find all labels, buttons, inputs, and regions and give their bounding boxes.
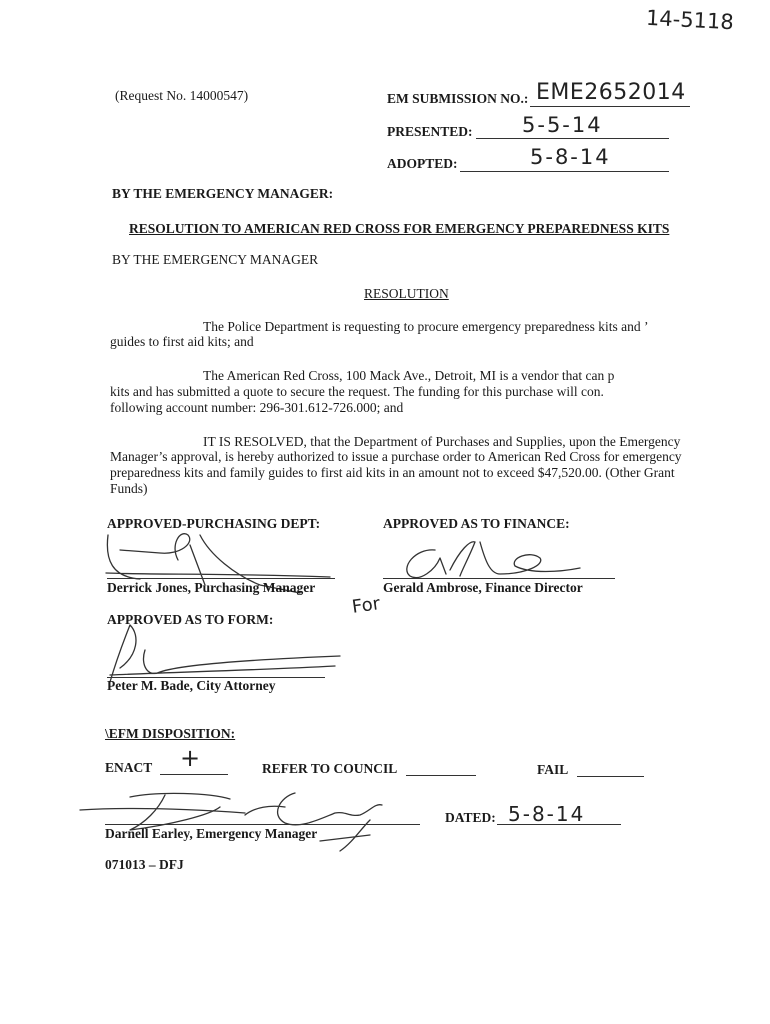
finance-signer: Gerald Ambrose, Finance Director [383, 580, 583, 595]
em-submission-line [530, 106, 690, 107]
adopted-label: ADOPTED: [387, 156, 458, 171]
finance-note: For [350, 593, 382, 618]
fail-label: FAIL [537, 762, 569, 777]
purchasing-signer: Derrick Jones, Purchasing Manager [107, 580, 316, 595]
presented-value: 5-5-14 [522, 113, 603, 137]
paragraph-2-line-1: The American Red Cross, 100 Mack Ave., Detroit, MI is a vendor that can p [203, 368, 615, 383]
by-em-heading: BY THE EMERGENCY MANAGER: [112, 186, 334, 201]
paragraph-2-line-2: kits and has submitted a quote to secure the request. The funding for this purchase will con. [110, 384, 604, 399]
form-heading: APPROVED AS TO FORM: [107, 612, 274, 627]
refer-label: REFER TO COUNCIL [262, 761, 398, 776]
paragraph-2-line-3: following account number: 296-301.612-726.000; and [110, 400, 404, 415]
purchasing-heading: APPROVED-PURCHASING DEPT: [107, 516, 321, 531]
disposition-heading: \EFM DISPOSITION: [105, 726, 236, 741]
enact-mark: + [180, 744, 201, 772]
dated-value: 5-8-14 [508, 802, 586, 826]
paragraph-3-line-1: IT IS RESOLVED, that the Department of Purchases and Supplies, upon the Emergency [203, 434, 681, 449]
presented-label: PRESENTED: [387, 124, 473, 139]
finance-sign-line [383, 578, 615, 579]
adopted-value: 5-8-14 [530, 145, 611, 169]
paragraph-1-line-2: guides to first aid kits; and [110, 334, 254, 349]
em-signer: Darnell Earley, Emergency Manager [105, 826, 318, 841]
resolution-title: RESOLUTION TO AMERICAN RED CROSS FOR EMERGENCY PREPAREDNESS KITS [129, 221, 670, 236]
request-number: (Request No. 14000547) [115, 88, 249, 103]
em-submission-value: EME2652014 [536, 80, 686, 105]
resolution-heading: RESOLUTION [364, 286, 449, 301]
enact-label: ENACT [105, 760, 153, 775]
form-signer: Peter M. Bade, City Attorney [107, 678, 276, 693]
enact-line [160, 774, 228, 775]
footer-code: 071013 – DFJ [105, 857, 184, 872]
finance-heading: APPROVED AS TO FINANCE: [383, 516, 570, 531]
dated-label: DATED: [445, 810, 496, 825]
purchasing-sign-line [107, 578, 335, 579]
by-em-line: BY THE EMERGENCY MANAGER [112, 252, 319, 267]
adopted-line [460, 171, 669, 172]
em-submission-label: EM SUBMISSION NO.: [387, 91, 529, 106]
refer-line [406, 775, 476, 776]
em-sign-line [105, 824, 420, 825]
corner-note: 14-5118 [645, 5, 735, 35]
fail-line [577, 776, 644, 777]
paragraph-1-line-1: The Police Department is requesting to procure emergency preparedness kits and ’ [203, 319, 649, 334]
paragraph-3-line-2: Manager’s approval, is hereby authorized to issue a purchase order to American Red Cross for emergency [110, 449, 682, 464]
em-signature [70, 785, 430, 855]
paragraph-3-line-4: Funds) [110, 481, 148, 496]
paragraph-3-line-3: preparedness kits and family guides to first aid kits in an amount not to exceed $47,520.00. (Other Grant [110, 465, 675, 480]
presented-line [476, 138, 669, 139]
